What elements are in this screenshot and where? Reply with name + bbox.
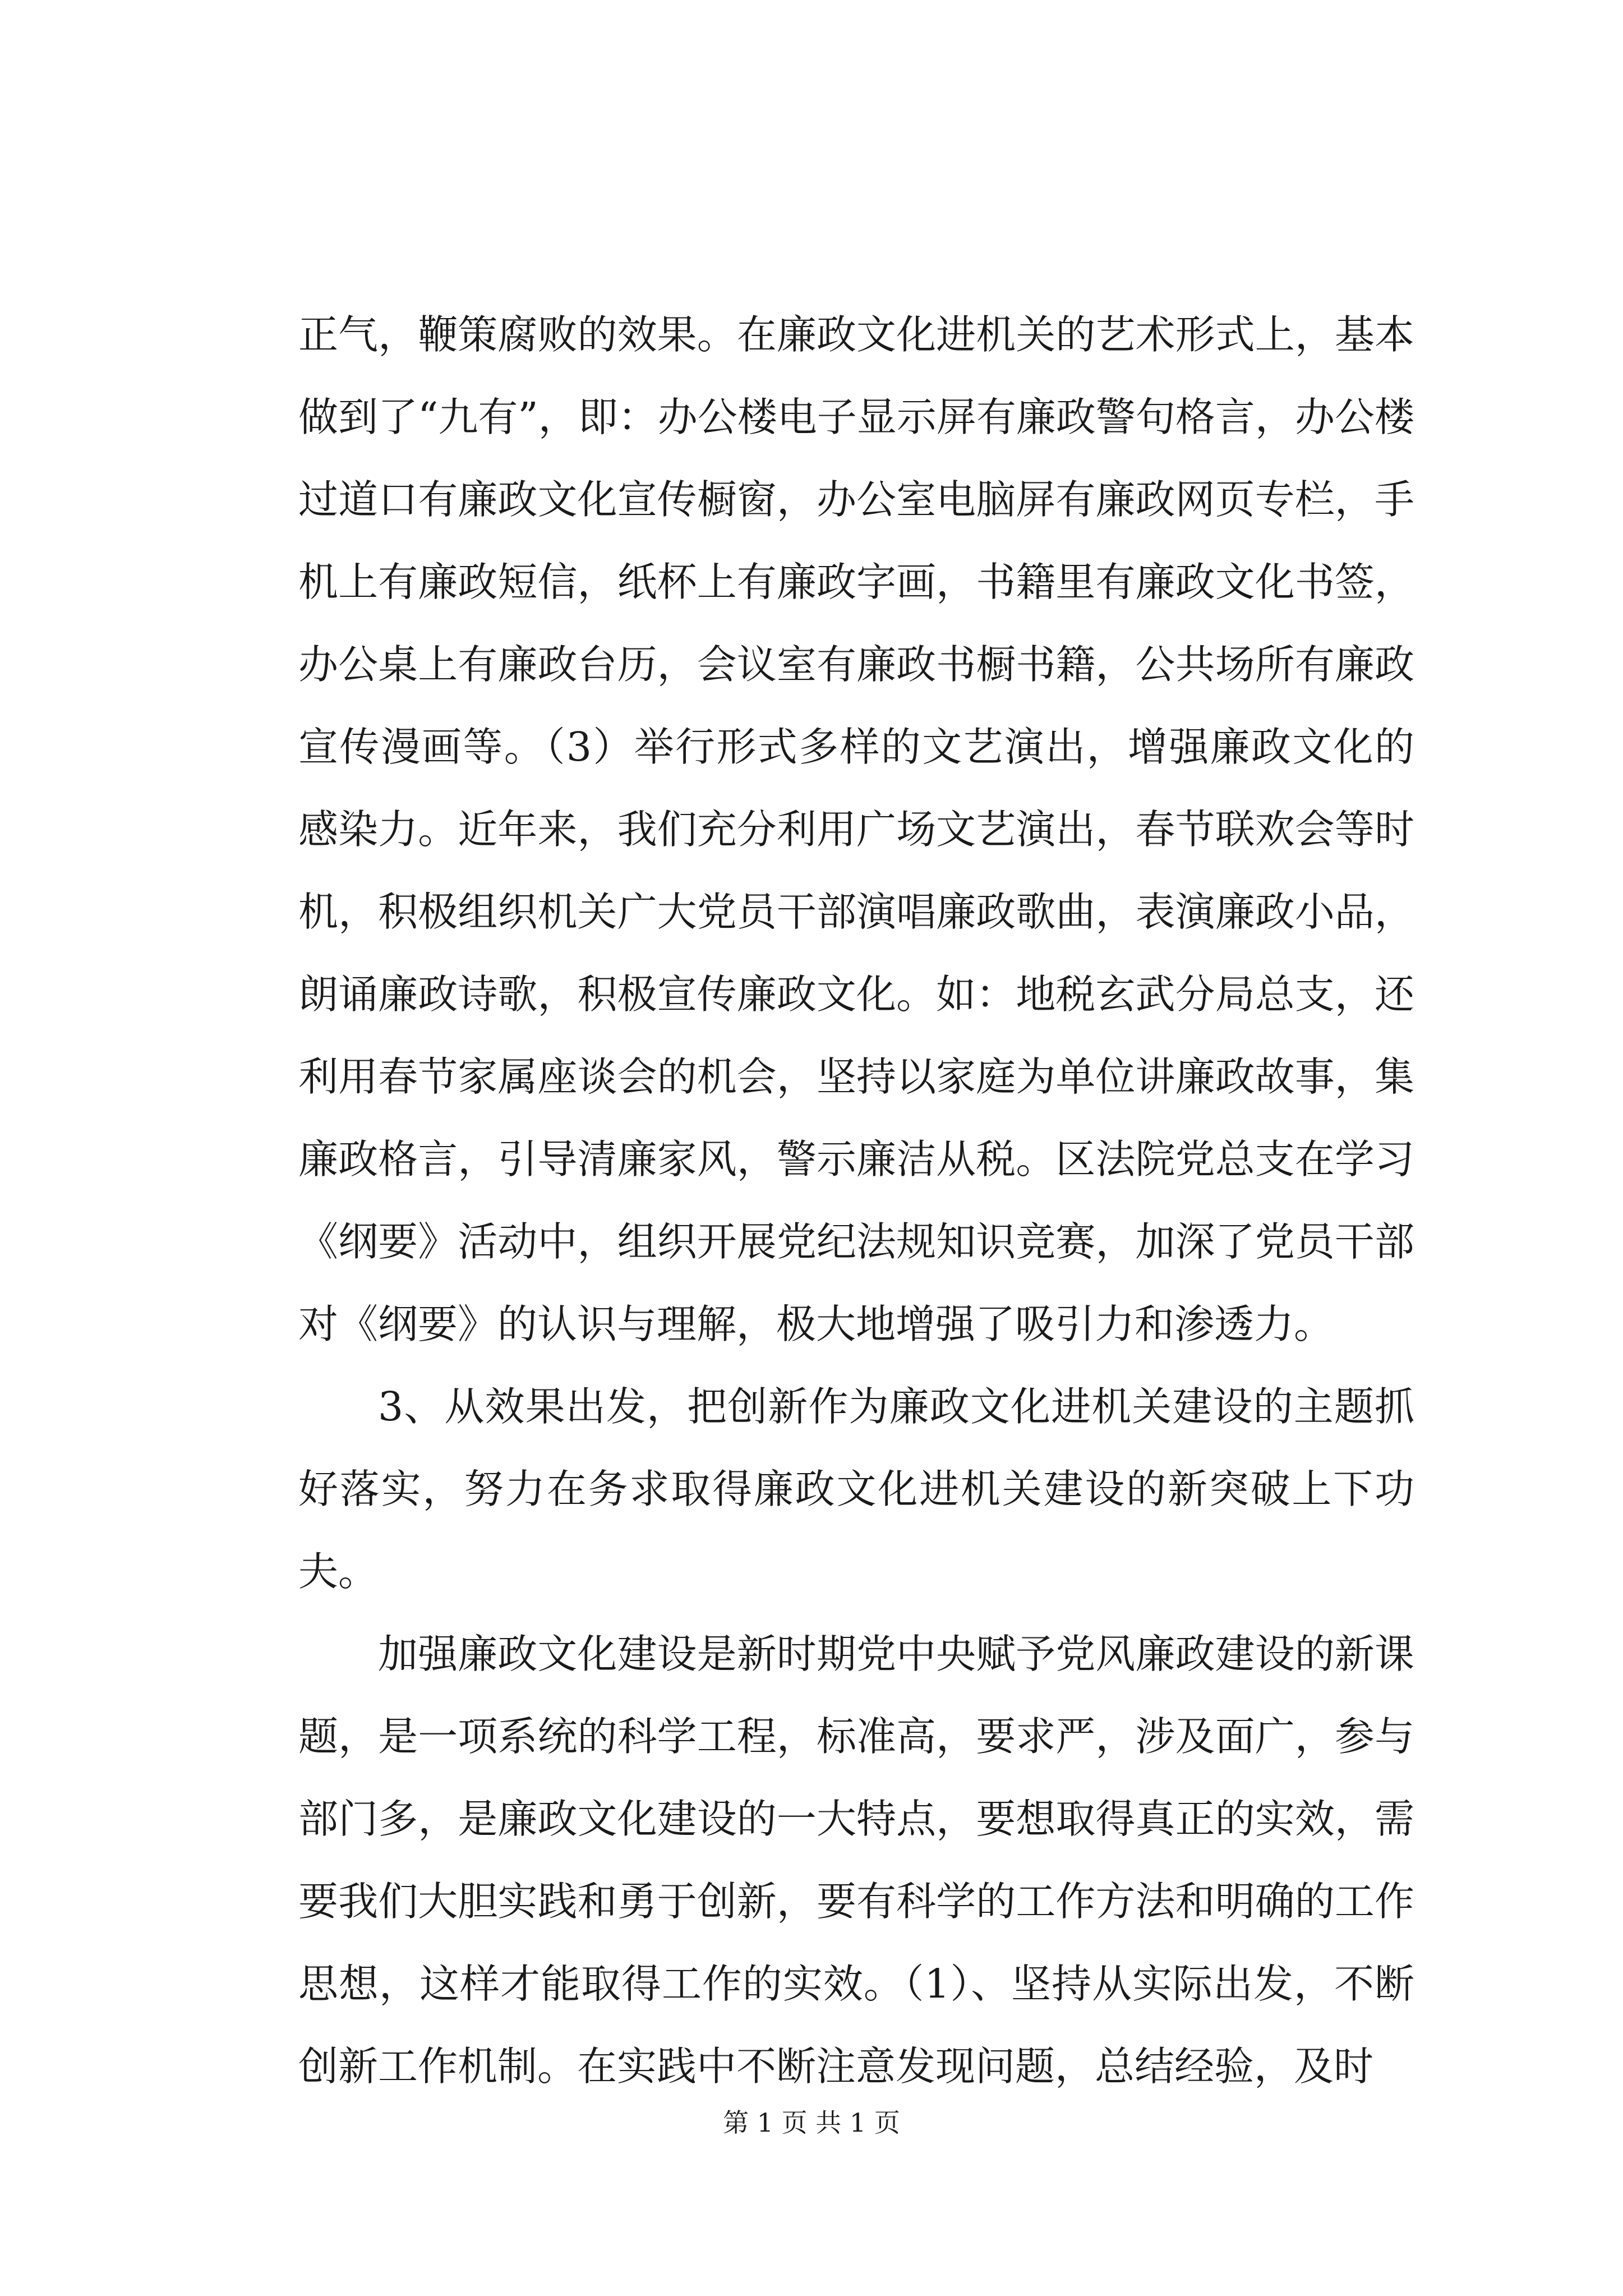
paragraph-2: 3、从效果出发，把创新作为廉政文化进机关建设的主题抓好落实，努力在务求取得廉政文化进机关建设的新突破上下功夫。 [298, 1383, 1414, 1595]
page-number-footer: 第 1 页 共 1 页 [723, 2108, 900, 2138]
paragraph-3: 加强廉政文化建设是新时期党中央赋予党风廉政建设的新课题，是一项系统的科学工程，标准高，要求严，涉及面广，参与部门多，是廉政文化建设的一大特点，要想取得真正的实效，需要我们大胆实践和勇于创新，要有科学的工作方法和明确的工作思想，这样才能取得工作的实效。（1）、坚持从实际出发，不断创新工作机制。在实践中不断注意发现问题，总结经验，及时 [298, 1631, 1414, 2090]
document-body [298, 293, 1414, 2108]
paragraph-1: 正气，鞭策腐败的效果。在廉政文化进机关的艺术形式上，基本做到了“九有”，即：办公楼电子显示屏有廉政警句格言，办公楼过道口有廉政文化宣传橱窗，办公室电脑屏有廉政网页专栏，手机上有廉政短信，纸杯上有廉政字画，书籍里有廉政文化书签，办公桌上有廉政台历，会议室有廉政书橱书籍，公共场所有廉政宣传漫画等。（3）举行形式多样的文艺演出，增强廉政文化的感染力。近年来，我们充分利用广场文艺演出，春节联欢会等时机，积极组织机关广大党员干部演唱廉政歌曲，表演廉政小品，朗诵廉政诗歌，积极宣传廉政文化。如：地税玄武分局总支，还利用春节家属座谈会的机会，坚持以家庭为单位讲廉政故事，集廉政格言，引导清廉家风，警示廉洁从税。区法院党总支在学习《纲要》活动中，组织开展党纪法规知识竞赛，加深了党员干部对《纲要》的认识与理解，极大地增强了吸引力和渗透力。 [298, 311, 1414, 1347]
